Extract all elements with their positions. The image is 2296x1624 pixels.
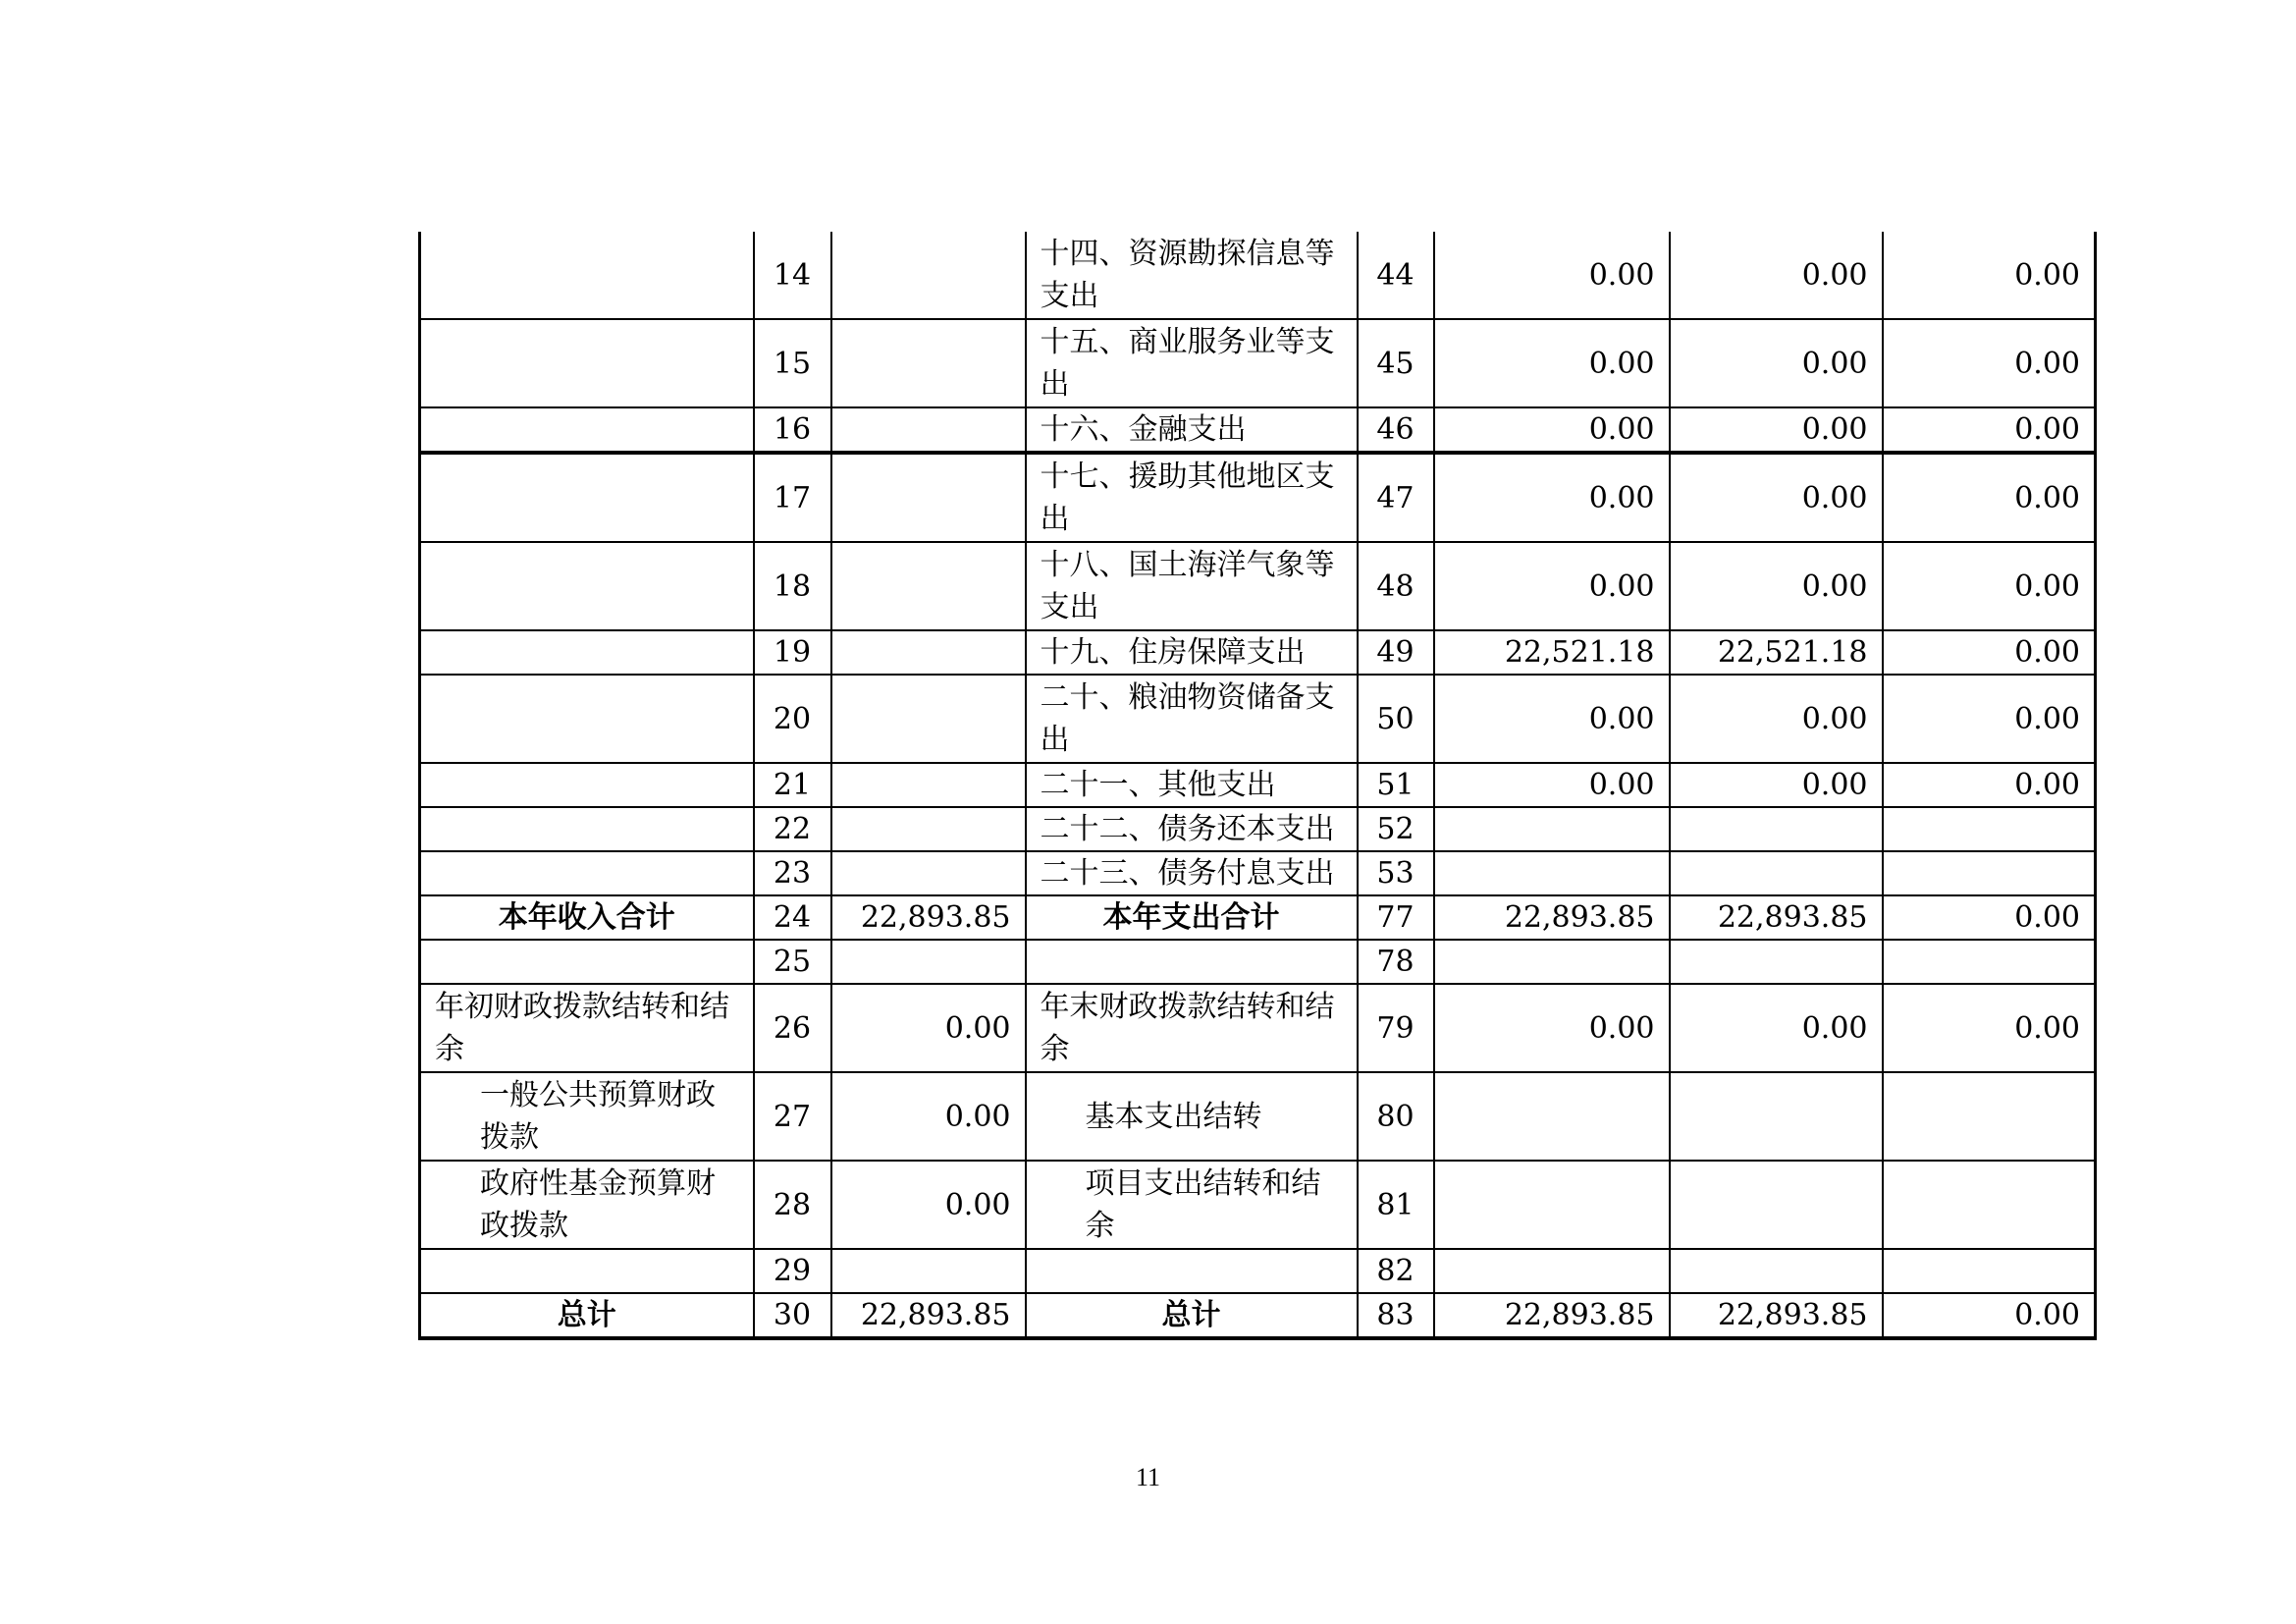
- basic-expense-amount: 0.00: [1670, 675, 1883, 763]
- income-line-number: 24: [754, 895, 831, 940]
- income-amount: [831, 319, 1026, 407]
- income-amount: [831, 675, 1026, 763]
- basic-expense-amount: 22,521.18: [1670, 630, 1883, 675]
- income-line-number: 19: [754, 630, 831, 675]
- expense-total-amount: 0.00: [1434, 763, 1670, 807]
- table-row: [420, 453, 2096, 542]
- expense-line-number: 51: [1358, 763, 1434, 807]
- expense-item-label: 本年支出合计: [1026, 895, 1358, 940]
- expense-item-label: 十七、援助其他地区支出: [1026, 453, 1358, 542]
- income-amount: [831, 807, 1026, 851]
- income-item-label: [420, 940, 754, 984]
- table-row: [420, 1161, 2096, 1249]
- project-expense-amount: [1883, 1249, 2096, 1293]
- basic-expense-amount: 22,893.85: [1670, 1293, 1883, 1338]
- expense-total-amount: 0.00: [1434, 542, 1670, 630]
- expense-item-label: 基本支出结转: [1026, 1072, 1358, 1161]
- expense-total-amount: 0.00: [1434, 319, 1670, 407]
- table-row: [420, 895, 2096, 940]
- basic-expense-amount: [1670, 940, 1883, 984]
- income-amount: [831, 630, 1026, 675]
- income-item-label: 本年收入合计: [420, 895, 754, 940]
- basic-expense-amount: 0.00: [1670, 542, 1883, 630]
- expense-total-amount: [1434, 851, 1670, 895]
- income-item-label: [420, 1249, 754, 1293]
- table-row: [420, 763, 2096, 807]
- income-line-number: 17: [754, 453, 831, 542]
- income-line-number: 29: [754, 1249, 831, 1293]
- expense-item-label: [1026, 1249, 1358, 1293]
- project-expense-amount: 0.00: [1883, 1293, 2096, 1338]
- basic-expense-amount: 0.00: [1670, 232, 1883, 319]
- project-expense-amount: 0.00: [1883, 895, 2096, 940]
- basic-expense-amount: [1670, 807, 1883, 851]
- expense-line-number: 80: [1358, 1072, 1434, 1161]
- project-expense-amount: 0.00: [1883, 763, 2096, 807]
- income-line-number: 26: [754, 984, 831, 1072]
- basic-expense-amount: 0.00: [1670, 453, 1883, 542]
- income-item-label: [420, 763, 754, 807]
- income-amount: [831, 453, 1026, 542]
- expense-total-amount: 22,893.85: [1434, 895, 1670, 940]
- income-item-label: [420, 851, 754, 895]
- basic-expense-amount: [1670, 1161, 1883, 1249]
- expense-total-amount: 0.00: [1434, 675, 1670, 763]
- expense-line-number: 47: [1358, 453, 1434, 542]
- expense-total-amount: 0.00: [1434, 232, 1670, 319]
- income-amount: 0.00: [831, 984, 1026, 1072]
- table-row: [420, 940, 2096, 984]
- project-expense-amount: 0.00: [1883, 453, 2096, 542]
- income-amount: [831, 940, 1026, 984]
- project-expense-amount: 0.00: [1883, 675, 2096, 763]
- income-amount: 22,893.85: [831, 1293, 1026, 1338]
- expense-item-label: 二十三、债务付息支出: [1026, 851, 1358, 895]
- income-amount: 22,893.85: [831, 895, 1026, 940]
- income-item-label: 年初财政拨款结转和结余: [420, 984, 754, 1072]
- expense-item-label: 十八、国土海洋气象等支出: [1026, 542, 1358, 630]
- project-expense-amount: 0.00: [1883, 319, 2096, 407]
- expense-total-amount: [1434, 1249, 1670, 1293]
- income-item-label: [420, 807, 754, 851]
- expense-total-amount: [1434, 807, 1670, 851]
- expense-line-number: 82: [1358, 1249, 1434, 1293]
- income-line-number: 25: [754, 940, 831, 984]
- expense-line-number: 81: [1358, 1161, 1434, 1249]
- basic-expense-amount: [1670, 1072, 1883, 1161]
- project-expense-amount: 0.00: [1883, 630, 2096, 675]
- expense-total-amount: 0.00: [1434, 453, 1670, 542]
- income-item-label: [420, 407, 754, 453]
- income-amount: 0.00: [831, 1161, 1026, 1249]
- project-expense-amount: [1883, 807, 2096, 851]
- income-line-number: 15: [754, 319, 831, 407]
- expense-item-label: 十五、商业服务业等支出: [1026, 319, 1358, 407]
- expense-item-label: 总计: [1026, 1293, 1358, 1338]
- expense-line-number: 48: [1358, 542, 1434, 630]
- income-amount: 0.00: [831, 1072, 1026, 1161]
- income-line-number: 16: [754, 407, 831, 453]
- expense-total-amount: [1434, 1072, 1670, 1161]
- basic-expense-amount: 0.00: [1670, 319, 1883, 407]
- expense-item-label: 十九、住房保障支出: [1026, 630, 1358, 675]
- table-row: [420, 1293, 2096, 1338]
- page-number: 11: [1135, 1463, 1161, 1491]
- income-line-number: 27: [754, 1072, 831, 1161]
- expense-total-amount: 22,521.18: [1434, 630, 1670, 675]
- table-row: [420, 1249, 2096, 1293]
- table-row: [420, 851, 2096, 895]
- income-item-label: [420, 453, 754, 542]
- basic-expense-amount: 22,893.85: [1670, 895, 1883, 940]
- expense-line-number: 50: [1358, 675, 1434, 763]
- expense-line-number: 78: [1358, 940, 1434, 984]
- expense-item-label: 二十二、债务还本支出: [1026, 807, 1358, 851]
- expense-total-amount: 0.00: [1434, 984, 1670, 1072]
- income-item-label: [420, 319, 754, 407]
- income-item-label: 总计: [420, 1293, 754, 1338]
- table-row: [420, 984, 2096, 1072]
- expense-line-number: 44: [1358, 232, 1434, 319]
- table-row: [420, 630, 2096, 675]
- project-expense-amount: [1883, 1072, 2096, 1161]
- table-row: [420, 542, 2096, 630]
- project-expense-amount: 0.00: [1883, 232, 2096, 319]
- income-item-label: 一般公共预算财政拨款: [420, 1072, 754, 1161]
- table-row: [420, 232, 2096, 319]
- income-amount: [831, 851, 1026, 895]
- income-item-label: 政府性基金预算财政拨款: [420, 1161, 754, 1249]
- basic-expense-amount: 0.00: [1670, 763, 1883, 807]
- income-item-label: [420, 630, 754, 675]
- project-expense-amount: 0.00: [1883, 542, 2096, 630]
- income-item-label: [420, 675, 754, 763]
- income-line-number: 18: [754, 542, 831, 630]
- project-expense-amount: [1883, 1161, 2096, 1249]
- table-row: [420, 319, 2096, 407]
- project-expense-amount: 0.00: [1883, 984, 2096, 1072]
- expense-line-number: 52: [1358, 807, 1434, 851]
- income-amount: [831, 763, 1026, 807]
- project-expense-amount: [1883, 940, 2096, 984]
- project-expense-amount: [1883, 851, 2096, 895]
- expense-total-amount: [1434, 940, 1670, 984]
- expense-item-label: 十四、资源勘探信息等支出: [1026, 232, 1358, 319]
- expense-total-amount: 0.00: [1434, 407, 1670, 453]
- expense-item-label: [1026, 940, 1358, 984]
- income-item-label: [420, 232, 754, 319]
- expense-line-number: 77: [1358, 895, 1434, 940]
- income-line-number: 23: [754, 851, 831, 895]
- expense-item-label: 十六、金融支出: [1026, 407, 1358, 453]
- expense-total-amount: 22,893.85: [1434, 1293, 1670, 1338]
- expense-item-label: 二十一、其他支出: [1026, 763, 1358, 807]
- income-line-number: 28: [754, 1161, 831, 1249]
- basic-expense-amount: 0.00: [1670, 984, 1883, 1072]
- project-expense-amount: 0.00: [1883, 407, 2096, 453]
- income-line-number: 20: [754, 675, 831, 763]
- income-line-number: 14: [754, 232, 831, 319]
- expense-item-label: 二十、粮油物资储备支出: [1026, 675, 1358, 763]
- expense-line-number: 79: [1358, 984, 1434, 1072]
- income-amount: [831, 232, 1026, 319]
- expense-line-number: 49: [1358, 630, 1434, 675]
- income-amount: [831, 407, 1026, 453]
- income-line-number: 21: [754, 763, 831, 807]
- table-row: [420, 1072, 2096, 1161]
- budget-table: [418, 232, 2097, 1340]
- expense-item-label: 项目支出结转和结余: [1026, 1161, 1358, 1249]
- table-row: [420, 675, 2096, 763]
- income-amount: [831, 542, 1026, 630]
- basic-expense-amount: [1670, 851, 1883, 895]
- expense-item-label: 年末财政拨款结转和结余: [1026, 984, 1358, 1072]
- table-row: [420, 407, 2096, 453]
- expense-line-number: 83: [1358, 1293, 1434, 1338]
- expense-line-number: 46: [1358, 407, 1434, 453]
- basic-expense-amount: [1670, 1249, 1883, 1293]
- basic-expense-amount: 0.00: [1670, 407, 1883, 453]
- expense-line-number: 53: [1358, 851, 1434, 895]
- expense-total-amount: [1434, 1161, 1670, 1249]
- income-line-number: 30: [754, 1293, 831, 1338]
- income-item-label: [420, 542, 754, 630]
- expense-line-number: 45: [1358, 319, 1434, 407]
- table-row: [420, 807, 2096, 851]
- income-line-number: 22: [754, 807, 831, 851]
- income-amount: [831, 1249, 1026, 1293]
